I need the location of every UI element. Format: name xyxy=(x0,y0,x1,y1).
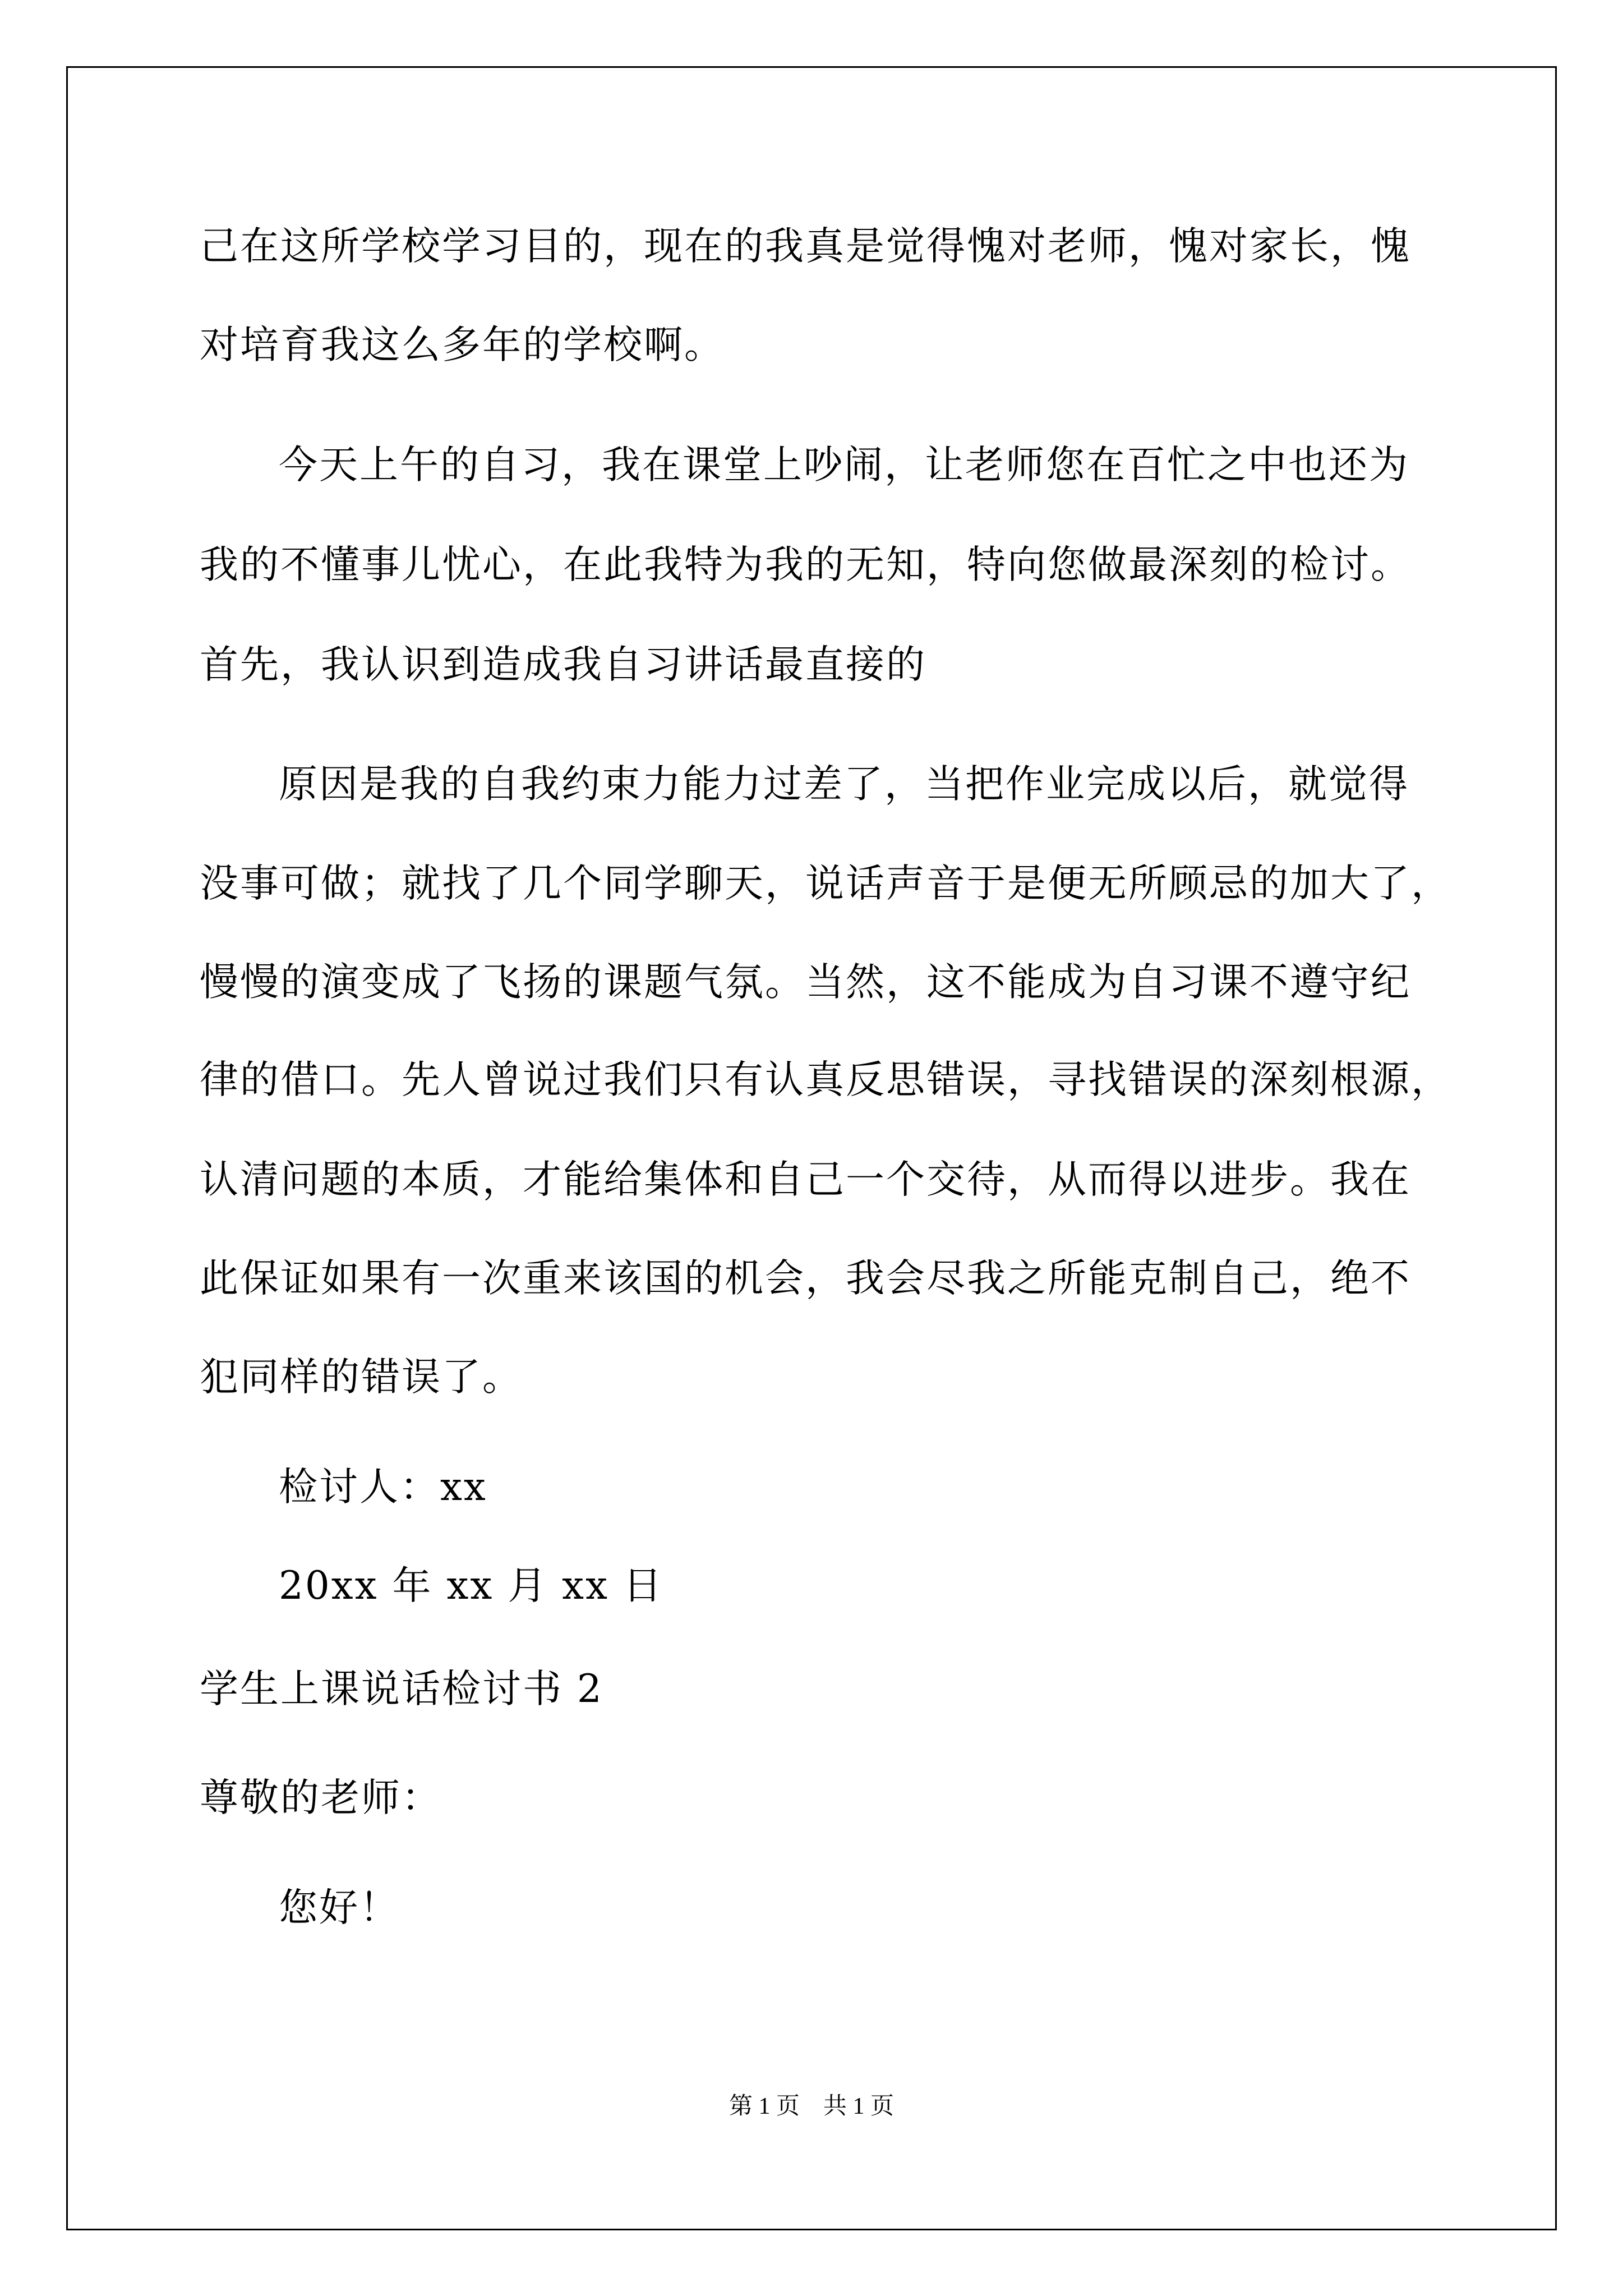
body-line-1: 己在这所学校学习目的，现在的我真是觉得愧对老师，愧对家长，愧 xyxy=(200,224,1411,269)
body-line-10: 认清问题的本质，才能给集体和自己一个交待，从而得以进步。我在 xyxy=(200,1157,1411,1202)
body-line-5: 首先，我认识到造成我自习讲话最直接的 xyxy=(200,642,926,687)
signer-line: 检讨人：xx xyxy=(279,1465,487,1510)
body-line-9: 律的借口。先人曾说过我们只有认真反思错误，寻找错误的深刻根源， xyxy=(200,1057,1451,1102)
greeting: 您好！ xyxy=(279,1885,400,1930)
body-line-2: 对培育我这么多年的学校啊。 xyxy=(200,323,725,367)
body-line-12: 犯同样的错误了。 xyxy=(200,1355,523,1400)
section-title: 学生上课说话检讨书 2 xyxy=(200,1667,603,1711)
body-line-8: 慢慢的演变成了飞扬的课题气氛。当然，这不能成为自习课不遵守纪 xyxy=(200,960,1411,1005)
body-line-11: 此保证如果有一次重来该国的机会，我会尽我之所能克制自己，绝不 xyxy=(200,1256,1411,1301)
body-line-3: 今天上午的自习，我在课堂上吵闹，让老师您在百忙之中也还为 xyxy=(279,443,1409,487)
body-line-6: 原因是我的自我约束力能力过差了，当把作业完成以后，就觉得 xyxy=(279,762,1409,807)
body-line-7: 没事可做；就找了几个同学聊天，说话声音于是便无所顾忌的加大了， xyxy=(200,861,1451,906)
body-line-4: 我的不懂事儿忧心，在此我特为我的无知，特向您做最深刻的检讨。 xyxy=(200,542,1411,587)
date-line: 20xx 年 xx 月 xx 日 xyxy=(279,1563,663,1608)
salutation: 尊敬的老师： xyxy=(200,1775,442,1820)
page-footer: 第 1 页 共 1 页 xyxy=(728,2093,894,2119)
